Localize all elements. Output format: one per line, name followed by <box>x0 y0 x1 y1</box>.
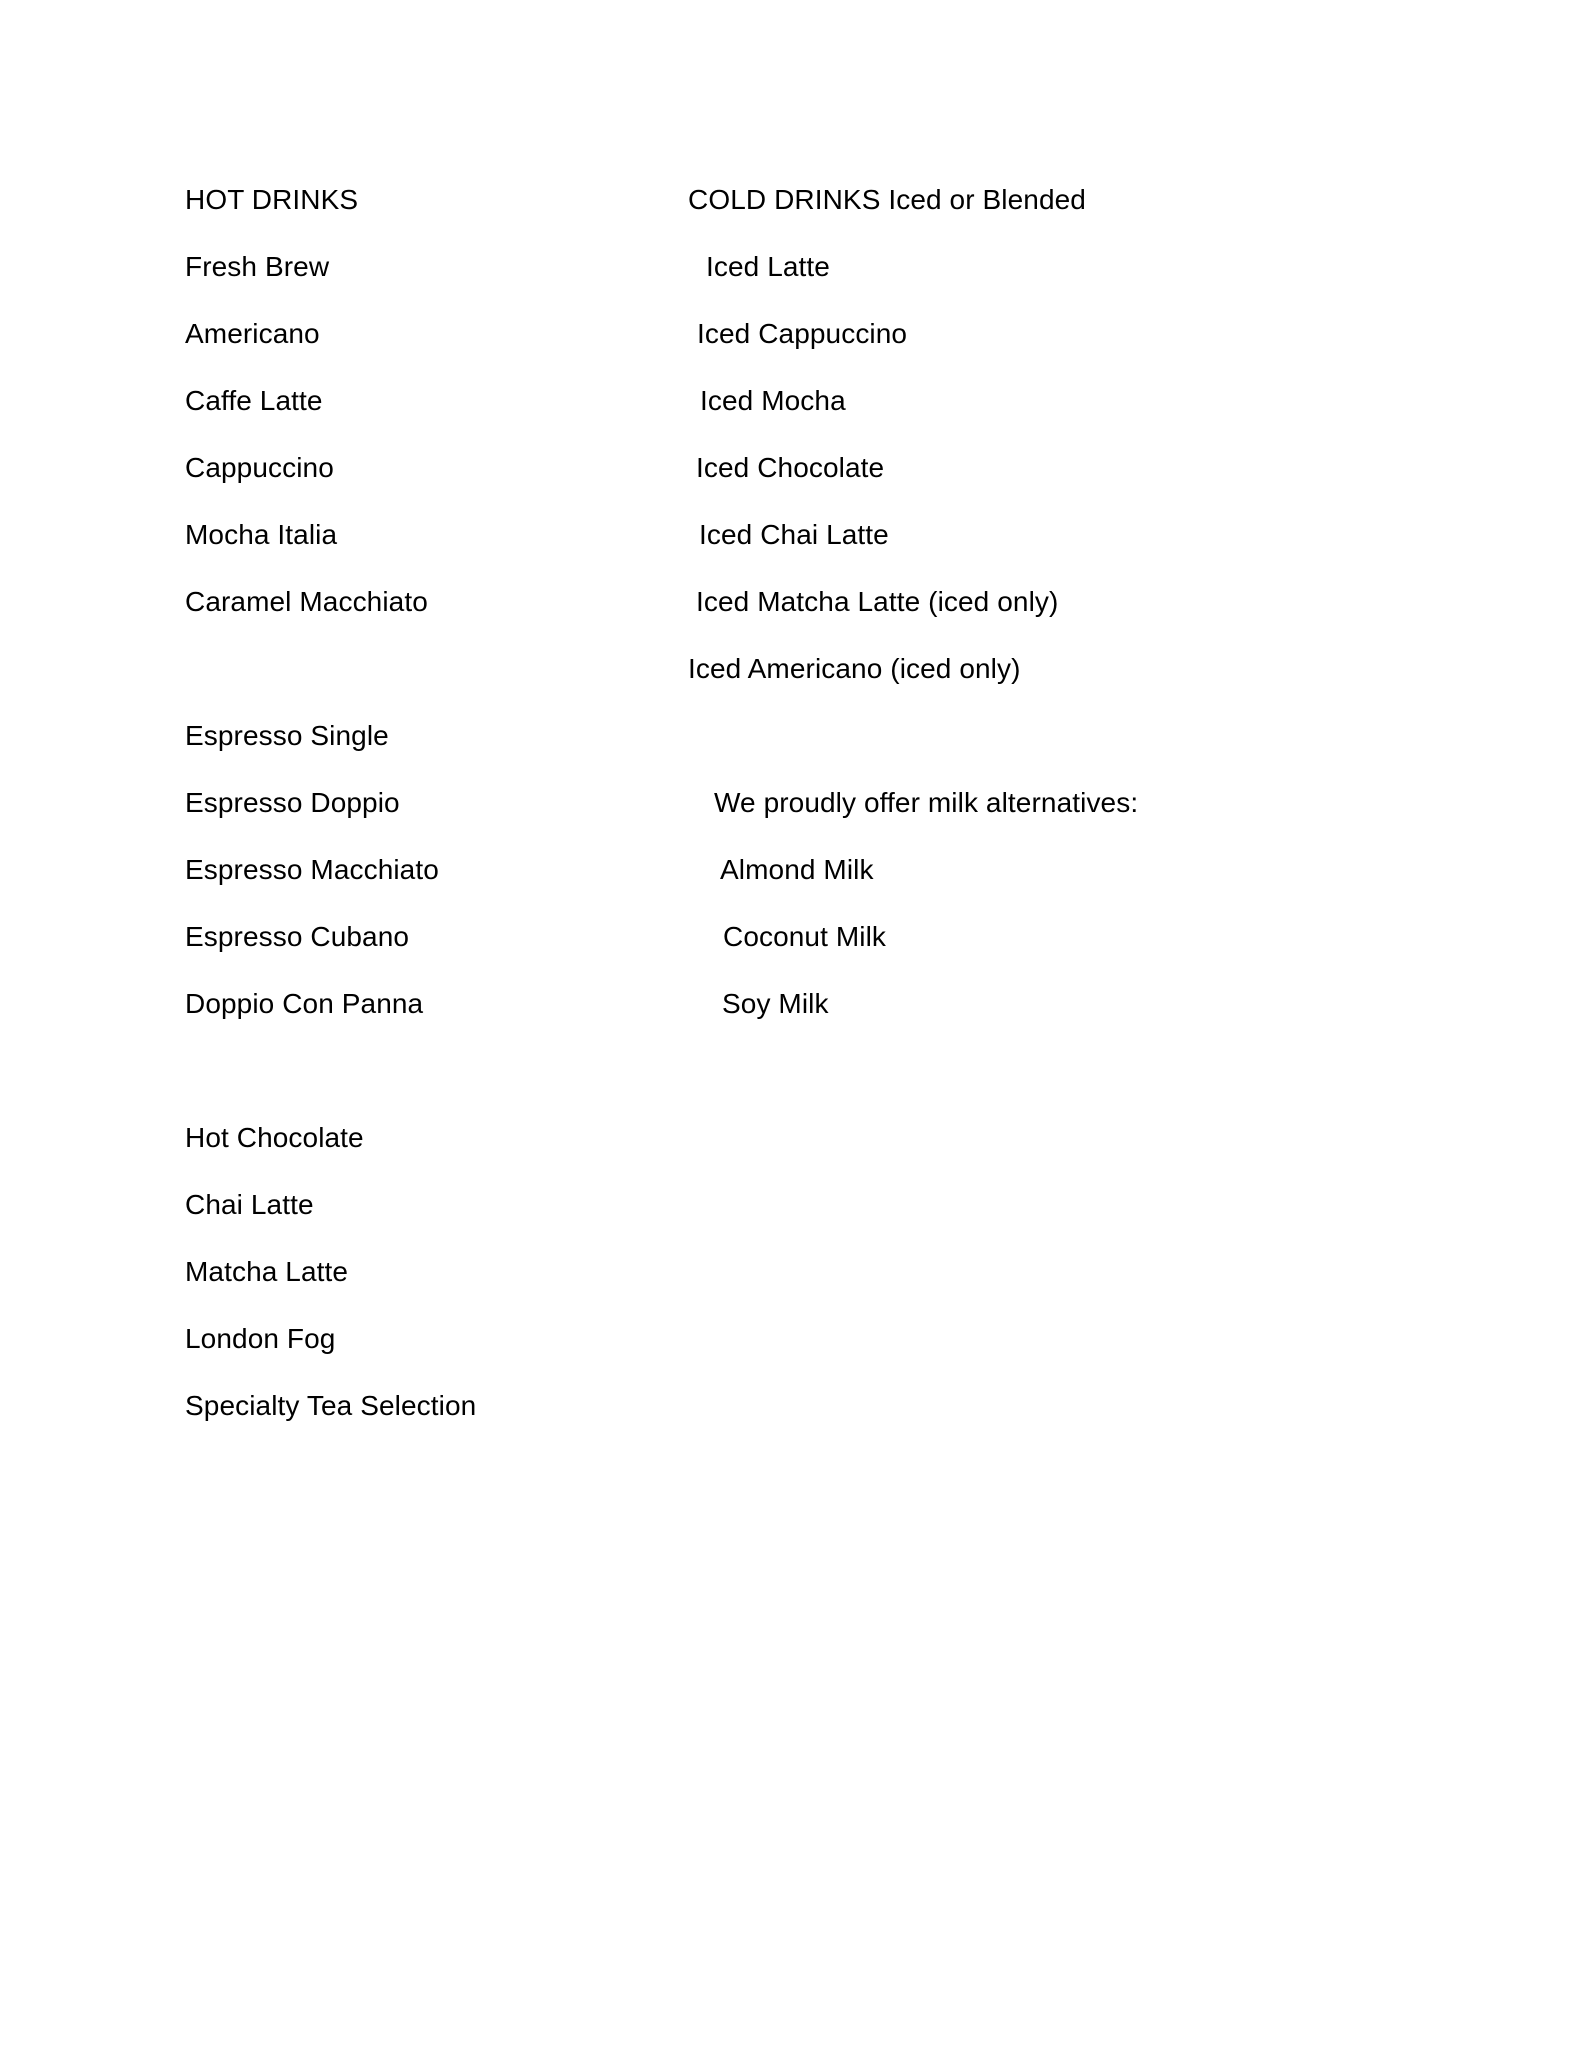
cold-drink-item: Iced Matcha Latte (iced only) <box>696 586 1059 617</box>
other-hot-item: Chai Latte <box>185 1189 314 1220</box>
cold-drinks-heading: COLD DRINKS Iced or Blended <box>688 184 1086 215</box>
espresso-item: Espresso Single <box>185 720 389 751</box>
hot-coffee-item: Cappuccino <box>185 452 334 483</box>
hot-coffee-item: Mocha Italia <box>185 519 338 550</box>
espresso-item: Doppio Con Panna <box>185 988 424 1019</box>
cold-drink-item: Iced Cappuccino <box>697 318 908 349</box>
hot-drinks-heading: HOT DRINKS <box>185 184 359 215</box>
milk-alternative-item: Coconut Milk <box>723 921 887 952</box>
hot-coffee-item: Americano <box>185 318 320 349</box>
other-hot-item: Matcha Latte <box>185 1256 349 1287</box>
espresso-item: Espresso Doppio <box>185 787 400 818</box>
espresso-item: Espresso Macchiato <box>185 854 439 885</box>
cold-drink-item: Iced Latte <box>706 251 830 282</box>
cold-drink-item: Iced Mocha <box>700 385 846 416</box>
milk-alternatives-intro: We proudly offer milk alternatives: <box>714 787 1139 818</box>
hot-coffee-item: Caramel Macchiato <box>185 586 428 617</box>
hot-coffee-item: Fresh Brew <box>185 251 330 282</box>
hot-coffee-item: Caffe Latte <box>185 385 323 416</box>
cold-drink-item: Iced Chai Latte <box>699 519 889 550</box>
cold-drink-item: Iced Chocolate <box>696 452 885 483</box>
milk-alternative-item: Soy Milk <box>722 988 829 1019</box>
other-hot-item: Hot Chocolate <box>185 1122 364 1153</box>
cold-drink-item: Iced Americano (iced only) <box>688 653 1021 684</box>
other-hot-item: Specialty Tea Selection <box>185 1390 477 1421</box>
other-hot-item: London Fog <box>185 1323 336 1354</box>
milk-alternative-item: Almond Milk <box>720 854 874 885</box>
espresso-item: Espresso Cubano <box>185 921 410 952</box>
